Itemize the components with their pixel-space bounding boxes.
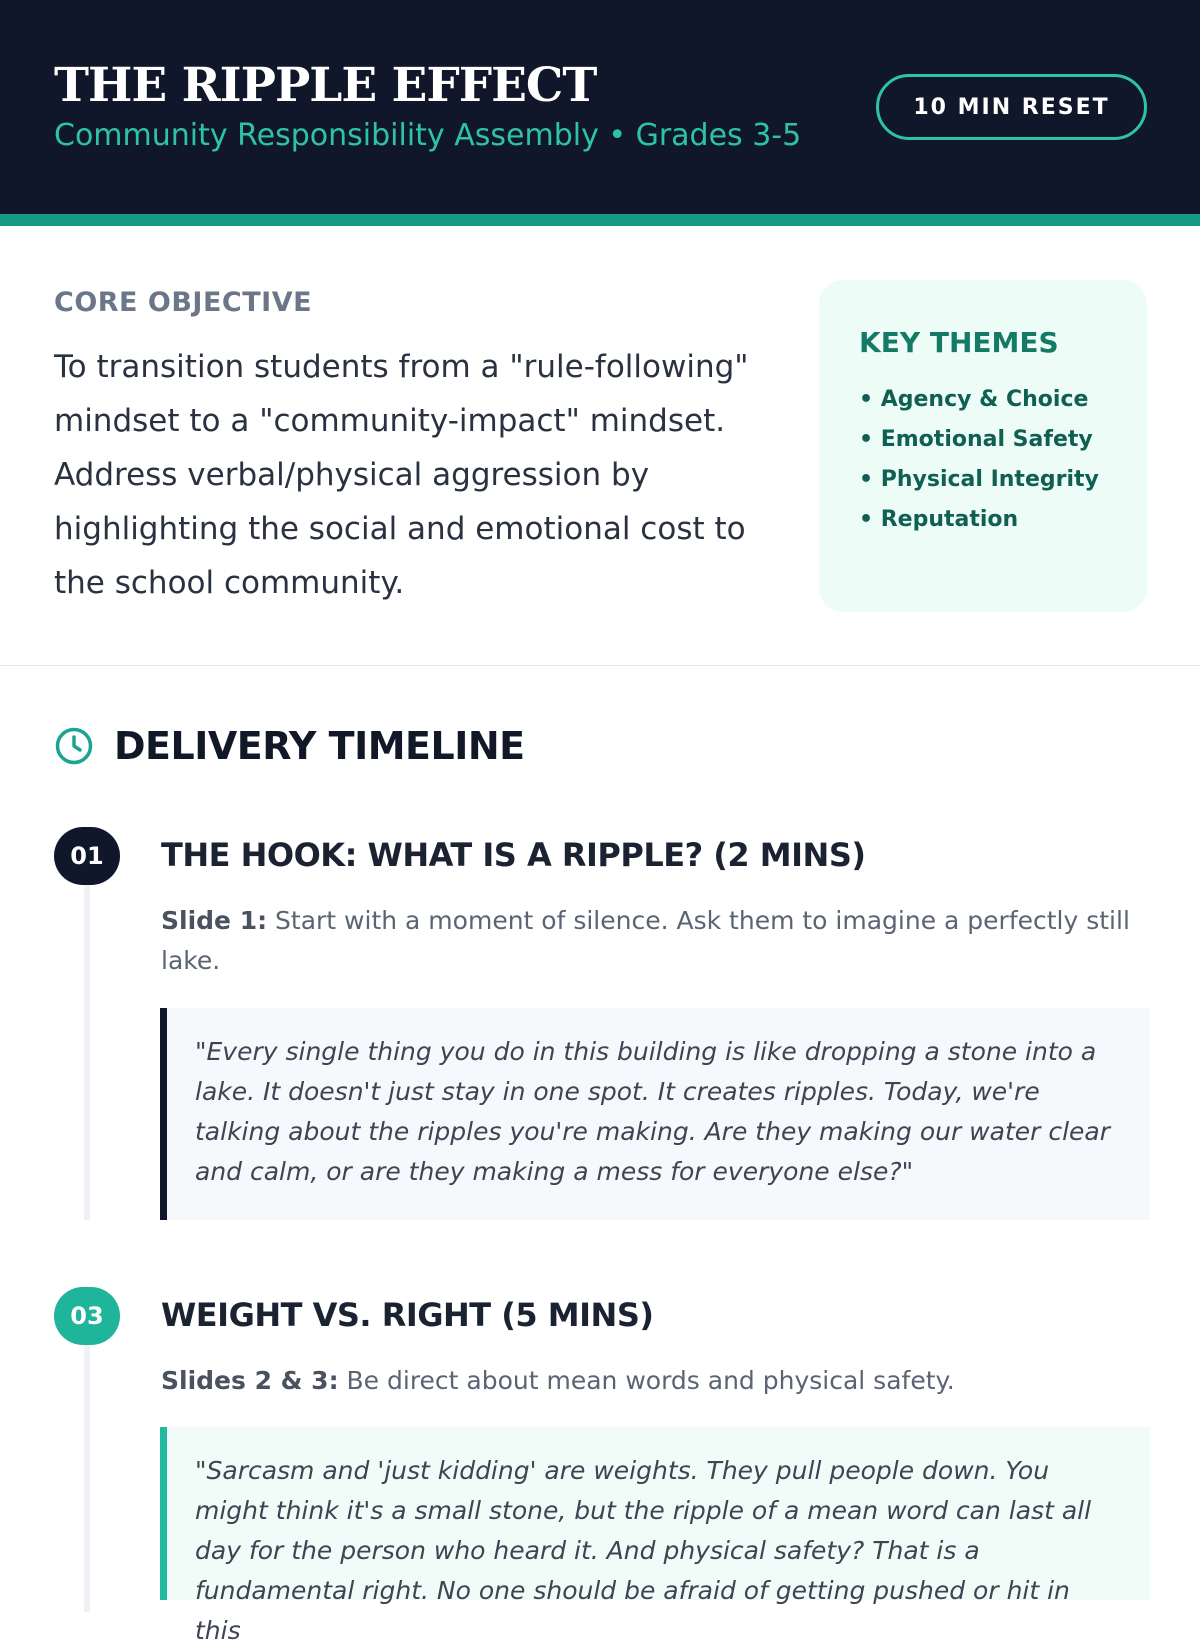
theme-item: • Physical Integrity bbox=[859, 460, 1099, 500]
theme-item: • Agency & Choice bbox=[859, 380, 1099, 420]
key-themes-title: KEY THEMES bbox=[859, 326, 1059, 359]
duration-badge: 10 MIN RESET bbox=[876, 74, 1147, 140]
theme-item: • Emotional Safety bbox=[859, 420, 1099, 460]
step-description bbox=[161, 1361, 1151, 1401]
step-title: THE HOOK: WHAT IS A RIPPLE? (2 MINS) bbox=[161, 836, 866, 874]
step-description-text: Be direct about mean words and physical safety. bbox=[338, 1366, 955, 1395]
script-quote: "Sarcasm and 'just kidding' are weights. They pull people down. You might think it's a small stone, but the ripple of a mean word can last all day for the person who heard it. And physical safety? That is a fundamental right. No one should be afraid of getting pushed or hit in this bbox=[160, 1427, 1150, 1600]
page-title: THE RIPPLE EFFECT bbox=[54, 58, 597, 113]
step-description-text: Start with a moment of silence. Ask them to imagine a perfectly still lake. bbox=[161, 906, 1130, 975]
clock-icon bbox=[54, 726, 94, 766]
key-themes-list bbox=[859, 380, 1099, 540]
page-subtitle: Community Responsibility Assembly • Grades 3-5 bbox=[54, 118, 802, 153]
slide-label: Slide 1: bbox=[161, 906, 268, 935]
step-description bbox=[161, 901, 1151, 981]
timeline-title: DELIVERY TIMELINE bbox=[114, 724, 525, 768]
step-number-badge: 01 bbox=[54, 827, 120, 885]
key-themes-card bbox=[819, 280, 1147, 612]
objective-label: CORE OBJECTIVE bbox=[54, 287, 313, 318]
theme-item: • Reputation bbox=[859, 500, 1099, 540]
header-accent-stripe bbox=[0, 214, 1200, 226]
objective-text: To transition students from a "rule-following" mindset to a "community-impact" mindset. Address verbal/physical aggression by highlighting the social and emotional cost to the school community. bbox=[54, 349, 749, 601]
slide-label: Slides 2 & 3: bbox=[161, 1366, 339, 1395]
section-divider bbox=[0, 665, 1200, 666]
step-connector-line bbox=[84, 1342, 90, 1612]
header-banner bbox=[0, 0, 1200, 214]
script-quote: "Every single thing you do in this building is like dropping a stone into a lake. It doesn't just stay in one spot. It creates ripples. Today, we're talking about the ripples you're making. Are they making our water clear and calm, or are they making a mess for everyone else?" bbox=[160, 1008, 1150, 1220]
step-number-badge: 03 bbox=[54, 1287, 120, 1345]
step-connector-line bbox=[84, 882, 90, 1220]
timeline-header bbox=[54, 724, 525, 768]
step-title: WEIGHT VS. RIGHT (5 MINS) bbox=[161, 1296, 654, 1334]
